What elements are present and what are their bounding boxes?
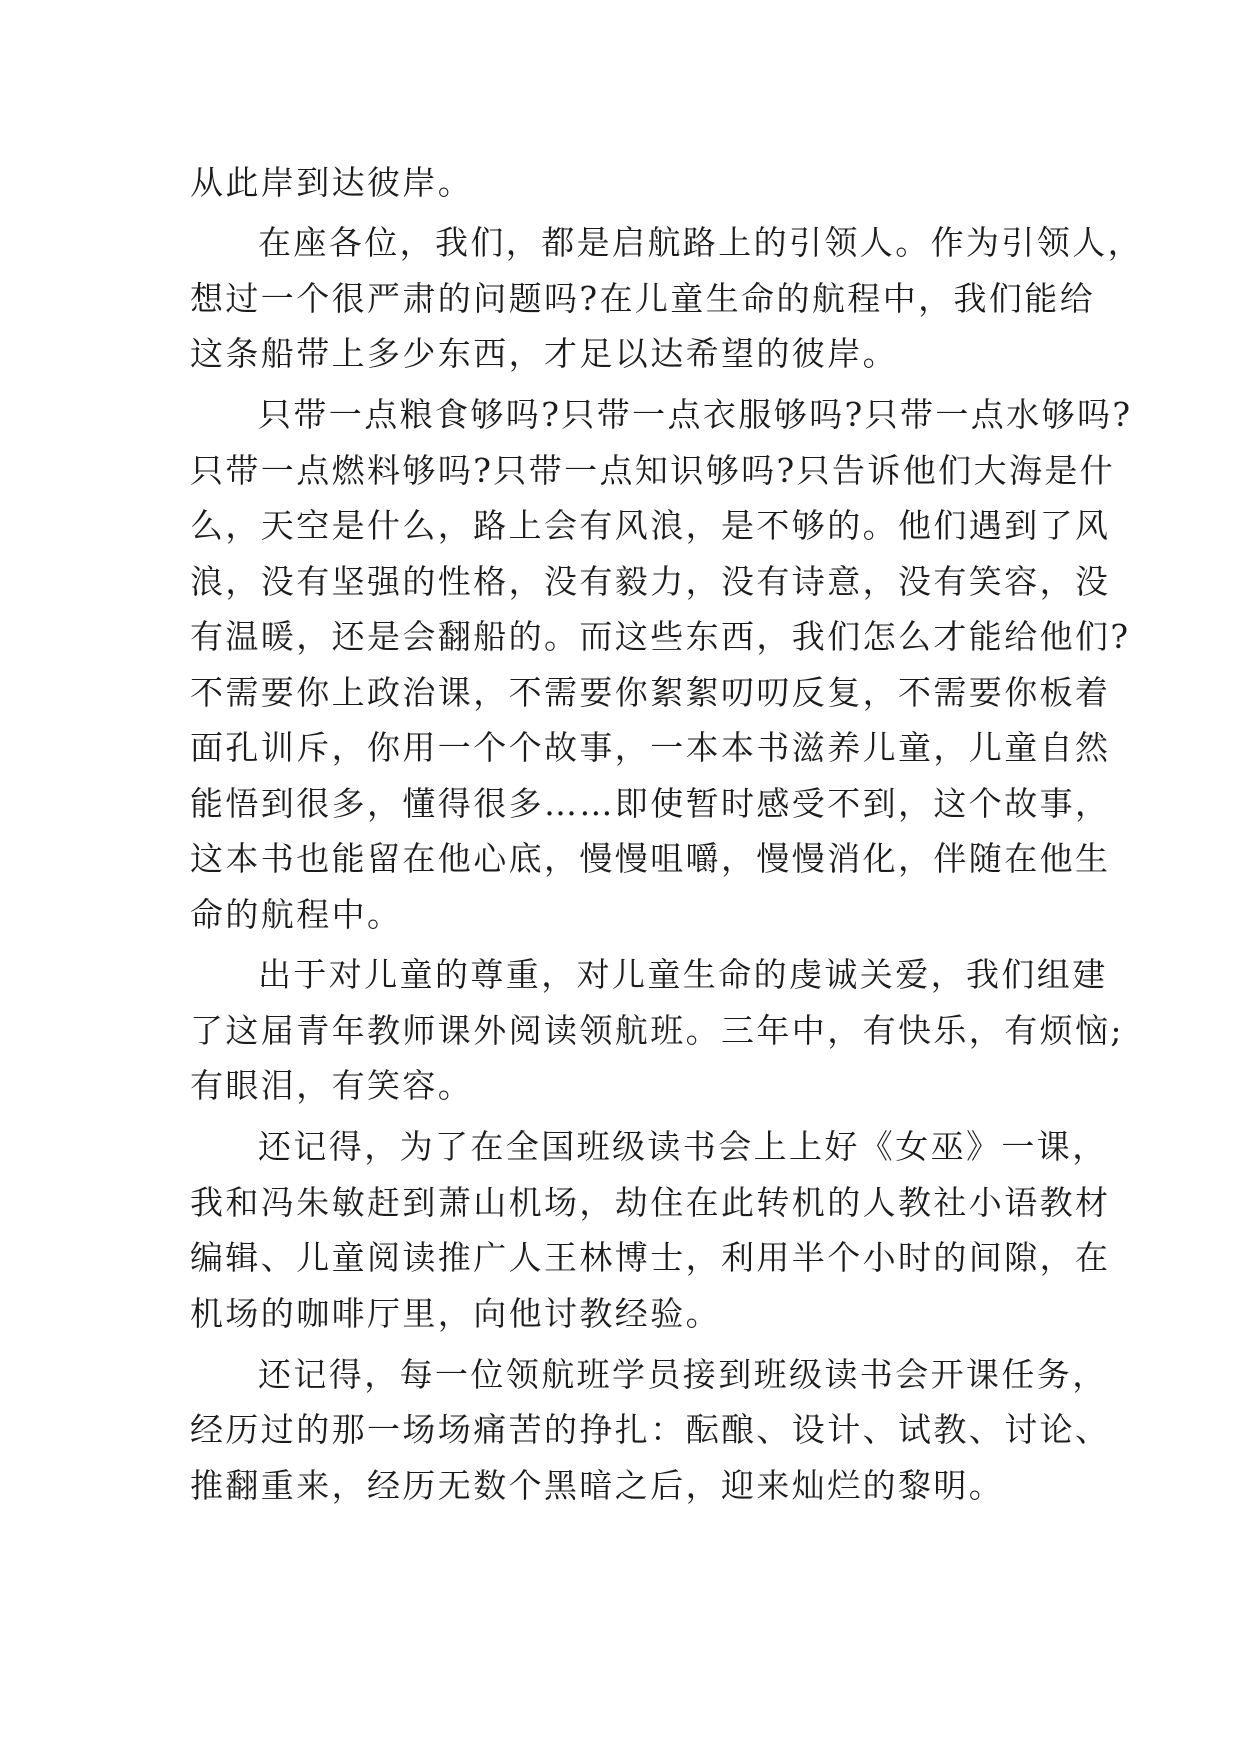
text-line: 从此岸到达彼岸。	[190, 163, 474, 202]
text-line: 经历过的那一场场痛苦的挣扎：酝酿、设计、试教、讨论、	[190, 1410, 1111, 1449]
text-line: 了这届青年教师课外阅读领航班。三年中，有快乐，有烦恼;	[190, 1011, 1124, 1050]
text-line: 有温暖，还是会翻船的。而这些东西，我们怎么才能给他们?	[190, 617, 1131, 656]
text-line: 想过一个很严肃的问题吗?在儿童生命的航程中，我们能给	[190, 279, 1096, 318]
paragraph-first-line: 出于对儿童的尊重，对儿童生命的虔诚关爱，我们组建	[258, 955, 1108, 994]
paragraph-first-line: 还记得，每一位领航班学员接到班级读书会开课任务，	[258, 1355, 1108, 1394]
text-line: 我和冯朱敏赶到萧山机场，劫住在此转机的人教社小语教材	[190, 1183, 1111, 1222]
paragraph-first-line: 在座各位，我们，都是启航路上的引领人。作为引领人，	[258, 223, 1143, 262]
text-line: 这本书也能留在他心底，慢慢咀嚼，慢慢消化，伴随在他生	[190, 839, 1111, 878]
text-line: 面孔训斥，你用一个个故事，一本本书滋养儿童，儿童自然	[190, 728, 1111, 767]
text-line: 机场的咖啡厅里，向他讨教经验。	[190, 1294, 721, 1333]
text-line: 不需要你上政治课，不需要你絮絮叨叨反复，不需要你板着	[190, 673, 1111, 712]
text-line: 能悟到很多，懂得很多……即使暂时感受不到，这个故事，	[190, 784, 1111, 823]
text-line: 么，天空是什么，路上会有风浪，是不够的。他们遇到了风	[190, 506, 1111, 545]
paragraph-first-line: 还记得，为了在全国班级读书会上上好《女巫》一课，	[258, 1127, 1108, 1166]
text-line: 浪，没有坚强的性格，没有毅力，没有诗意，没有笑容，没	[190, 562, 1111, 601]
text-line: 这条船带上多少东西，才足以达希望的彼岸。	[190, 334, 898, 373]
text-line: 只带一点燃料够吗?只带一点知识够吗?只告诉他们大海是什	[190, 451, 1116, 490]
text-line: 命的航程中。	[190, 895, 403, 934]
text-line: 推翻重来，经历无数个黑暗之后，迎来灿烂的黎明。	[190, 1466, 1005, 1505]
text-line: 编辑、儿童阅读推广人王林博士，利用半个小时的间隙，在	[190, 1238, 1111, 1277]
paragraph-first-line: 只带一点粮食够吗?只带一点衣服够吗?只带一点水够吗?	[258, 395, 1133, 434]
text-line: 有眼泪，有笑容。	[190, 1066, 474, 1105]
